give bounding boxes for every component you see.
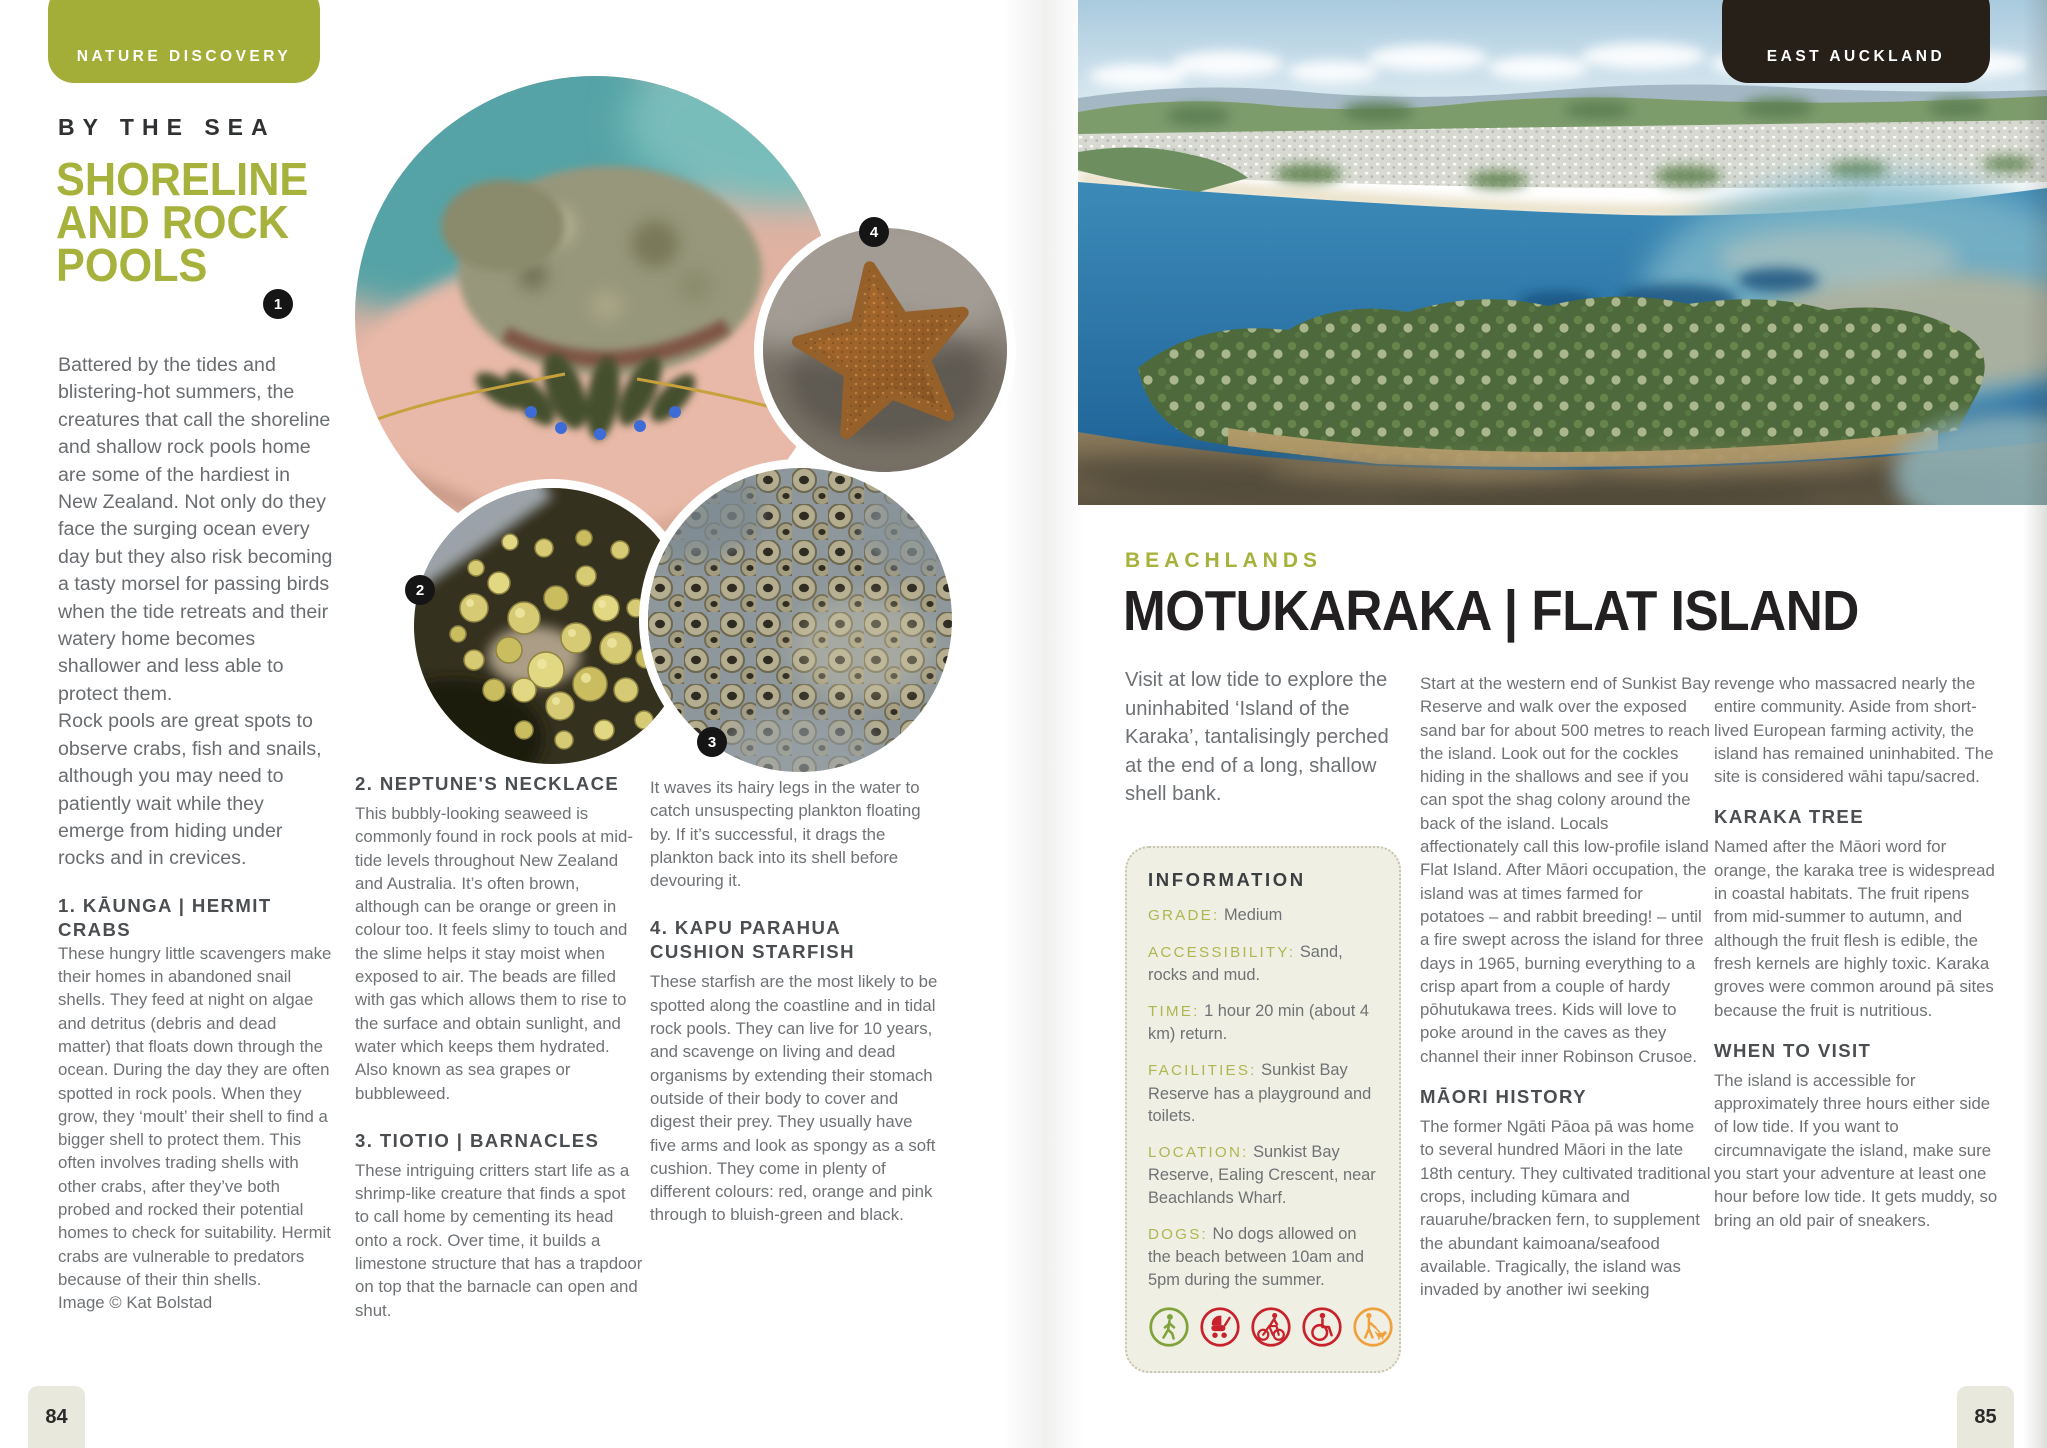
page-number-84: 84 <box>45 1405 68 1428</box>
right-column-2 <box>1420 672 1711 1301</box>
info-row-time <box>1148 1000 1378 1046</box>
barnacles-photo <box>648 468 952 772</box>
facilities-label: FACILITIES: <box>1148 1061 1257 1079</box>
dog-walking-icon <box>1352 1306 1394 1348</box>
info-row-grade <box>1148 904 1378 928</box>
badge-4-number: 4 <box>869 223 879 241</box>
section-heading-barnacles: 3. TIOTIO | BARNACLES <box>355 1129 600 1151</box>
location-label: LOCATION: <box>1148 1143 1249 1161</box>
page-gutter <box>1003 0 1083 1448</box>
image-credit: Image © Kat Bolstad <box>58 1293 213 1313</box>
badge-3-number: 3 <box>707 733 717 751</box>
page-number-left <box>28 1386 85 1448</box>
maori-history-continued: revenge who massacred nearly the entire community. Aside from short-lived European farming activity, the island has remained uninhabited. The site is considered wāhi tapu/sacred. <box>1714 674 1994 787</box>
section-body-karaka-tree: Named after the Māori word for orange, the karaka tree is widespread in coastal habitats. The fruit ripens from mid-summer to autumn, and although the fruit flesh is edible, the fresh kernels are highly toxic. Karaka groves were common around pā sites because the fruit is nutritious. <box>1714 837 1995 1020</box>
photo-badge-1 <box>263 289 293 319</box>
page-title-left <box>56 153 338 291</box>
grade-value: Medium <box>1224 906 1283 924</box>
section-heading-when-to-visit: WHEN TO VISIT <box>1714 1039 1872 1061</box>
section-body-cushion-starfish: These starfish are the most likely to be spotted along the coastline and in tidal rock pools. They can live for 10 years, and scavenge on living and dead organisms by extending their stomach outside of their body to cover and digest their prey. They usually have five arms and look as spongy as a soft cushion. They come in plenty of different colours: red, orange and pink through to bluish-green and black. <box>650 972 938 1225</box>
photo-badge-2 <box>405 575 435 605</box>
page-title-right: MOTUKARAKA | FLAT ISLAND <box>1123 579 1859 643</box>
title-line-1: SHORELINE <box>56 153 309 205</box>
walking-icon <box>1148 1306 1190 1348</box>
section-body-maori-history: The former Ngāti Pāoa pā was home to several hundred Māori in the late 18th century. They cultivated traditional crops, including kūmara and rauaruhe/bracken fern, to supplement the abundant kaimoana/seafood available. Tragically, the island was invaded by another iwi seeking <box>1420 1117 1711 1300</box>
kicker-beachlands: BEACHLANDS <box>1125 549 1322 572</box>
title-line-3: POOLS <box>56 239 208 291</box>
info-row-dogs <box>1148 1223 1378 1292</box>
time-value: 1 hour 20 min (about 4 km) return. <box>1148 1001 1369 1044</box>
title-line-2: AND ROCK <box>56 196 290 248</box>
information-title: INFORMATION <box>1148 869 1306 890</box>
left-column-3 <box>650 776 942 1227</box>
stroller-icon <box>1199 1306 1241 1348</box>
section-body-barnacles: These intriguing critters start life as a shrimp-like creature that finds a spot to call home by cementing its head onto a rock. Over time, it builds a limestone structure that has a trapdoor on top that the barnacle can open and shut. <box>355 1160 643 1320</box>
left-column-2 <box>355 772 644 1322</box>
accessibility-value: Sand, rocks and mud. <box>1148 942 1343 985</box>
section-body-when-to-visit: The island is accessible for approximately three hours either side of low tide. If you want to circumnavigate the island, make sure you start your adventure at least one hour before low tide. It gets muddy, so bring an old pair of sneakers. <box>1714 1070 1998 1230</box>
activity-icons <box>1148 1306 1378 1348</box>
badge-2-number: 2 <box>415 581 425 599</box>
section-heading-maori-history: MĀORI HISTORY <box>1420 1086 1587 1108</box>
info-row-location <box>1148 1141 1378 1210</box>
right-intro: Visit at low tide to explore the uninhabited ‘Island of the Karaka’, tantalisingly perched at the end of a long, shallow shell bank. <box>1125 669 1389 806</box>
section-heading-neptunes-necklace: 2. NEPTUNE'S NECKLACE <box>355 773 620 794</box>
section-heading-cushion-starfish: 4. KAPU PARAHUA CUSHION STARFISH <box>650 917 855 963</box>
right-column-1 <box>1125 666 1403 809</box>
badge-1-number: 1 <box>273 295 283 313</box>
intro-paragraph-2: Rock pools are great spots to observe crabs, fish and snails, although you may need to patiently wait while they emerge from hiding under rocks and in crevices. <box>58 710 322 870</box>
accessibility-label: ACCESSIBILITY: <box>1148 943 1296 961</box>
grade-label: GRADE: <box>1148 907 1220 924</box>
intro-paragraph-1: Battered by the tides and blistering-hot summers, the creatures that call the shoreline and shallow rock pools home are some of the hardiest in New Zealand. Not only do they face the surging ocean every day but they also risk becoming a tasty morsel for passing birds when the tide retreats and their watery home becomes shallower and less able to protect them. <box>58 354 333 705</box>
nature-discovery-tag <box>48 0 320 83</box>
facilities-value: Sunkist Bay Reserve has a playground and toilets. <box>1148 1060 1372 1126</box>
section-body-hermit-crabs: These hungry little scavengers make their homes in abandoned snail shells. They feed at night on algae and detritus (debris and dead matter) that floats down through the ocean. During the day they are often spotted in rock pools. When they grow, they ‘moult’ their shell to find a bigger shell to protect them. This often involves trading shells with other crabs, after they’ve both probed and rocked their potential homes to check for suitability. Hermit crabs are vulnerable to predators because of their thin shells. <box>58 943 332 1289</box>
dogs-label: DOGS: <box>1148 1225 1208 1243</box>
page-number-right <box>1957 1386 2014 1448</box>
location-value: Sunkist Bay Reserve, Ealing Crescent, near Beachlands Wharf. <box>1148 1142 1376 1207</box>
photo-badge-4 <box>859 217 889 247</box>
nature-discovery-tag-label: NATURE DISCOVERY <box>76 48 292 65</box>
section-body-barnacles-continued: It waves its hairy legs in the water to catch unsuspecting plankton floating by. If it’s successful, it drags the plankton back into its shell before devouring it. <box>650 778 921 891</box>
left-column-1 <box>58 352 334 1314</box>
cushion-starfish-photo <box>763 228 1007 472</box>
info-row-facilities <box>1148 1059 1378 1128</box>
kicker-by-the-sea: BY THE SEA <box>58 114 276 140</box>
section-heading-hermit-crabs: 1. KĀUNGA | HERMIT CRABS <box>58 894 272 940</box>
info-row-accessibility <box>1148 941 1378 987</box>
page-number-85: 85 <box>1974 1405 1997 1428</box>
section-heading-karaka-tree: KARAKA TREE <box>1714 806 1865 828</box>
section-body-neptunes-necklace: This bubbly-looking seaweed is commonly found in rock pools at mid-tide levels throughout New Zealand and Australia. It’s often brown, although can be orange or green in colour too. It feels slimy to touch and the slime helps it stay moist when exposed to air. The beads are filled with gas which allows them to rise to the surface and obtain sunlight, and water which keeps them hydrated. Also known as sea grapes or bubbleweed. <box>355 804 633 1103</box>
information-box <box>1125 846 1401 1373</box>
island-walk-paragraph: Start at the western end of Sunkist Bay Reserve and walk over the exposed sand bar for about 500 metres to reach the island. Look out for the cockles hiding in the shallows and see if you can spot the shag colony around the back of the island. Locals affectionately call this low-profile island Flat Island. After Māori occupation, the island was at times farmed for potatoes – and rabbit breeding! – until a fire swept across the island for three days in 1965, burning everything to a crisp apart from a couple of hardy pōhutukawa trees. Kids will love to poke around in the caves as they channel their inner Robinson Crusoe. <box>1420 674 1711 1066</box>
dogs-value: No dogs allowed on the beach between 10am and 5pm during the summer. <box>1148 1224 1364 1289</box>
photo-badge-3 <box>697 727 727 757</box>
wheelchair-icon <box>1301 1306 1343 1348</box>
time-label: TIME: <box>1148 1002 1200 1020</box>
right-column-3 <box>1714 672 2007 1232</box>
east-auckland-tag <box>1722 0 1990 83</box>
cycling-icon <box>1250 1306 1292 1348</box>
east-auckland-tag-label: EAST AUCKLAND <box>1766 48 1946 65</box>
